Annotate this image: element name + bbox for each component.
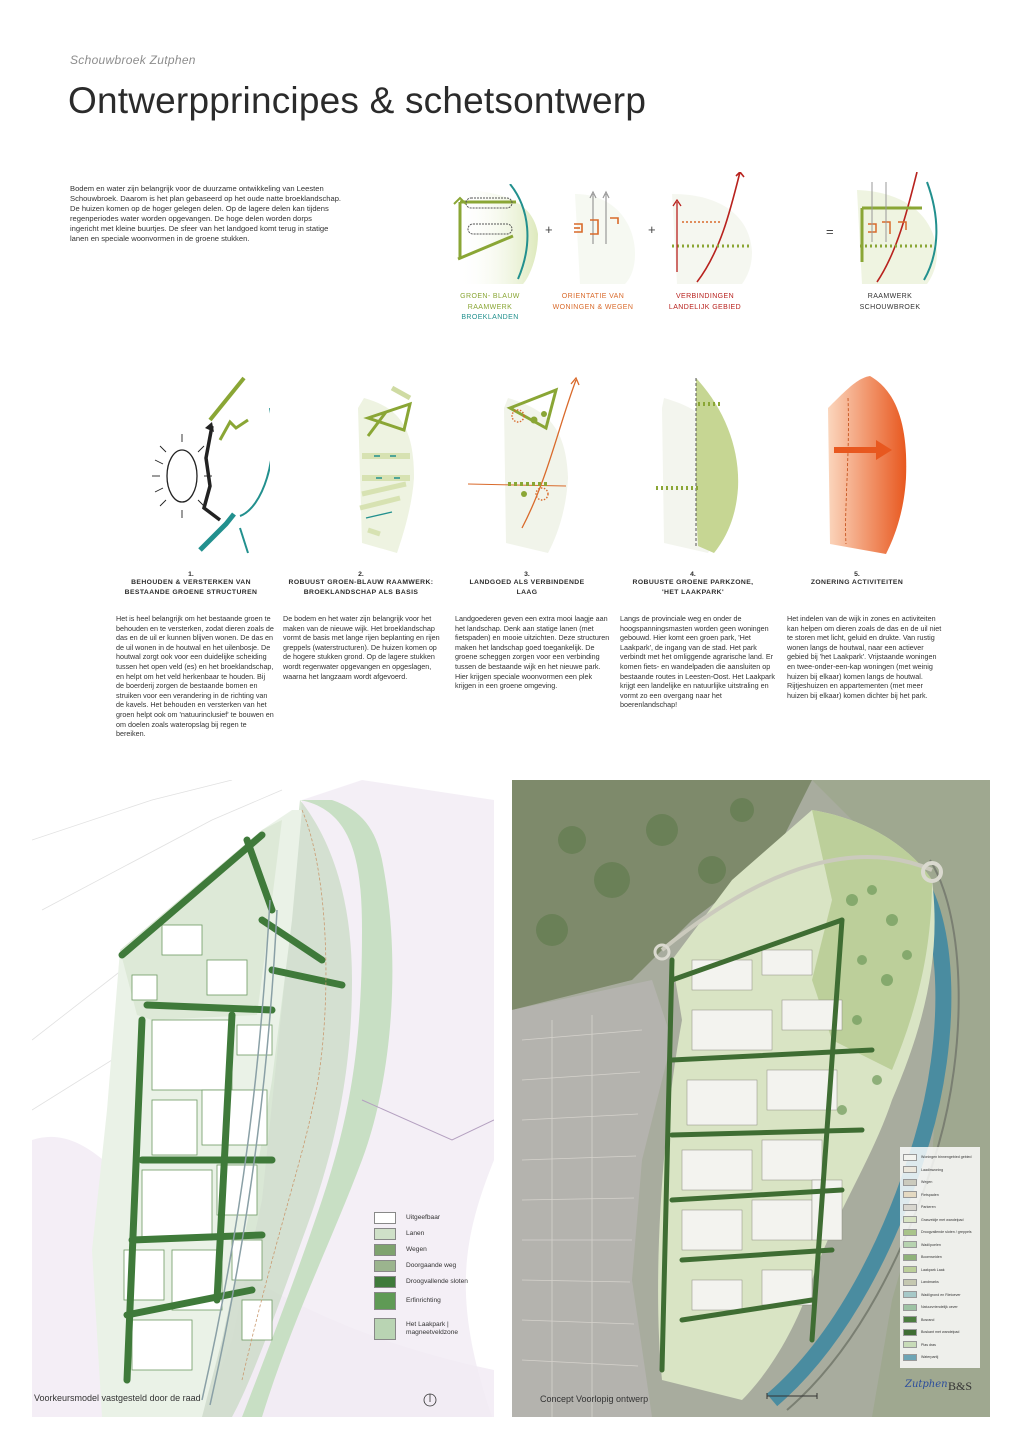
heading-line: ROBUUSTE GROENE PARKZONE, <box>632 579 754 586</box>
framework-sketch-orientation <box>560 184 640 284</box>
legend-item <box>903 1214 977 1227</box>
legend-label: Landmarks <box>921 1280 939 1285</box>
legend-label: Plas dras <box>921 1342 936 1347</box>
framework-label-result <box>845 292 935 313</box>
principle-2-text: De bodem en het water zijn belangrijk voor het maken van de nieuwe wijk. Het broeklandschap vormt de basis met lange rijen beplanting en rijen greppels (waterstructuren). De huizen komen op de hogere stukken grond. Op de lagere stukken wordt regenwater opgevangen en opgeslagen, waarna het langzaam wordt afgevoerd. <box>283 614 440 681</box>
legend-label: Laadinwoning <box>921 1167 944 1172</box>
principle-1 <box>112 368 270 606</box>
legend-label: Boomweiden <box>921 1255 942 1260</box>
legend-swatch <box>903 1341 917 1348</box>
principle-number: 4. <box>690 571 696 578</box>
project-kicker: Schouwbroek Zutphen <box>70 53 196 67</box>
legend-item <box>903 1289 977 1302</box>
legend-label: Wegen <box>921 1180 933 1185</box>
legend-label: Boskant met wandelpad <box>921 1330 960 1335</box>
principle-3 <box>448 368 606 606</box>
legend-label: Grasveldje met wandelpad <box>921 1217 964 1222</box>
legend-swatch <box>903 1304 917 1311</box>
principle-heading <box>448 578 606 606</box>
principle-2 <box>282 368 440 606</box>
principle-heading <box>778 578 936 606</box>
partner-logo: B&S <box>948 1379 973 1393</box>
heading-line: BESTAANDE GROENE STRUCTUREN <box>124 588 258 596</box>
legend-item <box>374 1318 489 1340</box>
legend-swatch <box>903 1329 917 1336</box>
principle-5-text: Het indelen van de wijk in zones en activiteiten kan helpen om dieren zoals de das en de uil niet te storen met licht, geluid en drukte. Van rustig wonen langs de houtwal, naar een actiever gebied bij 'het Laakpark'. Vrijstaande woningen en twee-onder-een-kap woningen (met weinig huizen bij elkaar) komen langs de houtwal. Rijtjeshuizen en appartementen (met meer huizen bij elkaar) komen dichter bij het park. <box>787 614 942 700</box>
legend-swatch <box>374 1318 396 1340</box>
legend-swatch <box>903 1216 917 1223</box>
legend-item <box>903 1339 977 1352</box>
legend-label: Uitgeefbaar <box>406 1213 441 1221</box>
principle-heading <box>282 578 440 606</box>
principle-4 <box>614 368 772 606</box>
legend-label: Droogvallende sloten / greppels <box>921 1230 972 1235</box>
legend-swatch <box>903 1291 917 1298</box>
principle-3-text: Landgoederen geven een extra mooi laagje aan het landschap. Denk aan statige lanen (met fietspaden) en mooie uitzichten. Deze structuren maken het landschap goed toegankelijk. De groene scheggen zorgen voor een verbinding tussen de bestaande wijk en het nieuwe park. Hier krijgen speciale woonvormen een plek krijgen in een groene omgeving. <box>455 614 610 691</box>
legend-label: Waterpartij <box>921 1355 939 1360</box>
label-line: GROEN- BLAUW <box>460 293 520 300</box>
framework-label-orientation <box>538 292 648 313</box>
legend-label: Droogvallende sloten <box>406 1277 468 1285</box>
legend-swatch <box>374 1260 396 1272</box>
legend-item <box>374 1292 489 1310</box>
legend-item <box>903 1151 977 1164</box>
legend-label: Lanen <box>406 1229 425 1237</box>
framework-label-connections <box>655 292 755 313</box>
principle-number: 1. <box>188 571 194 578</box>
legend-swatch <box>374 1228 396 1240</box>
legend-label: Wegen <box>406 1245 427 1253</box>
legend-item <box>903 1276 977 1289</box>
label-line: RAAMWERK <box>467 303 513 311</box>
legend-swatch <box>374 1212 396 1224</box>
legend-swatch <box>903 1154 917 1161</box>
legend-label: Laakpark Laak <box>921 1267 945 1272</box>
principle-1-sketch <box>112 368 270 558</box>
label-line: VERBINDINGEN <box>675 293 735 300</box>
legend-label-line: Het Laakpark | <box>406 1320 449 1328</box>
label-line: RAAMWERK <box>867 293 913 300</box>
legend-swatch <box>374 1292 396 1310</box>
legend-label: Parkeren <box>921 1205 936 1210</box>
framework-sketch-connections <box>662 172 762 284</box>
label-line: LANDELIJK GEBIED <box>668 303 742 311</box>
legend-item <box>903 1301 977 1314</box>
legend-item <box>903 1239 977 1252</box>
page-title: Ontwerpprincipes & schetsontwerp <box>68 80 647 121</box>
legend-swatch <box>903 1241 917 1248</box>
legend-label: Woningen binnengebied gebied <box>921 1155 972 1160</box>
principle-4-text: Langs de provinciale weg en onder de hoogspanningsmasten worden geen woningen gebouwd. Hier komt een groen park, 'Het Laakpark', de ingang van de stad. Het park verbindt met het omliggende agrarische land. Er komen fiets- en wandelpaden die aansluiten op bestaande routes in Leesten-Oost. Het Laakpark krijgt een landelijke en natuurlijke uitstraling en vormt zo een overgang naar het boerenlandschap! <box>620 614 776 710</box>
principle-5 <box>778 368 936 606</box>
legend-label: Natuurvriendelijk oever <box>921 1305 958 1310</box>
label-line: SCHOUWBROEK <box>859 303 921 311</box>
legend-swatch <box>903 1279 917 1286</box>
legend-label: Erfinrichting <box>406 1296 441 1304</box>
heading-line: ROBUUST GROEN-BLAUW RAAMWERK: <box>288 579 434 586</box>
principle-number: 5. <box>854 571 860 578</box>
heading-line: LAAG <box>516 588 538 596</box>
legend-label: Fietspaden <box>921 1192 939 1197</box>
legend-swatch <box>903 1166 917 1173</box>
principle-number: 3. <box>524 571 530 578</box>
legend-swatch <box>374 1276 396 1288</box>
legend-label: Wadi/poelen <box>921 1242 941 1247</box>
label-line: WONINGEN & WEGEN <box>552 303 634 311</box>
legend-item <box>903 1189 977 1202</box>
left-map-legend <box>374 1212 489 1344</box>
heading-line: BEHOUDEN & VERSTERKEN VAN <box>131 579 251 586</box>
label-line: BROEKLANDEN <box>461 314 519 321</box>
heading-line: ZONERING ACTIVITEITEN <box>810 579 904 586</box>
legend-item <box>903 1351 977 1364</box>
plus-operator-1: + <box>545 222 553 237</box>
legend-label: Doorgaande weg <box>406 1261 457 1269</box>
left-map-caption: Voorkeursmodel vastgesteld door de raad <box>34 1393 201 1403</box>
framework-sketch-result <box>842 172 942 284</box>
plus-operator-2: + <box>648 222 656 237</box>
legend-item <box>903 1326 977 1339</box>
legend-swatch <box>903 1354 917 1361</box>
right-map-legend <box>900 1147 980 1368</box>
legend-label-line: magneetveldzone <box>406 1329 459 1336</box>
legend-swatch <box>903 1179 917 1186</box>
legend-swatch <box>903 1316 917 1323</box>
legend-item <box>903 1251 977 1264</box>
framework-sketch-green-blue <box>438 184 543 284</box>
principle-heading <box>614 578 772 606</box>
legend-label <box>406 1321 458 1338</box>
label-line: ORIENTATIE VAN <box>561 293 625 300</box>
legend-item <box>903 1176 977 1189</box>
principle-heading <box>112 578 270 606</box>
legend-item <box>903 1264 977 1277</box>
legend-swatch <box>903 1204 917 1211</box>
legend-item <box>903 1314 977 1327</box>
legend-item <box>903 1164 977 1177</box>
legend-swatch <box>374 1244 396 1256</box>
legend-swatch <box>903 1254 917 1261</box>
heading-line: BROEKLANDSCHAP ALS BASIS <box>303 588 419 596</box>
legend-item <box>374 1260 489 1272</box>
principle-4-sketch <box>614 368 772 558</box>
legend-swatch <box>903 1266 917 1273</box>
principle-5-sketch <box>778 368 936 558</box>
legend-item <box>374 1228 489 1240</box>
legend-swatch <box>903 1229 917 1236</box>
legend-item <box>903 1226 977 1239</box>
right-map-caption: Concept Voorlopig ontwerp <box>540 1394 649 1404</box>
legend-item <box>374 1244 489 1256</box>
legend-swatch <box>903 1191 917 1198</box>
principle-2-sketch <box>282 368 440 558</box>
principle-3-sketch <box>448 368 606 558</box>
principle-1-text: Het is heel belangrijk om het bestaande groen te behouden en te versterken, zodat dieren zoals de das en de uil er kunnen blijven wonen. De das en de uil wonen in de houtwal en het uilenbosje. De houtwal zorgt ook voor een duidelijke scheiding tussen het open veld (es) en het broeklandschap, en helpt om het veld herkenbaar te houden. Bij de boerderij zorgen de bestaande bomen en struiken voor een verandering in de richting van de kavels. Het behouden en versterken van het groen helpt ook om 'natuurinclusief' te bouwen en om doelen zoals wateropslag bij regen te bereiken. <box>116 614 274 739</box>
equals-operator: = <box>826 224 834 239</box>
framework-label-green-blue <box>440 292 540 324</box>
legend-item <box>903 1201 977 1214</box>
zutphen-logo: Zutphen <box>905 1379 948 1390</box>
principle-number: 2. <box>358 571 364 578</box>
intro-paragraph: Bodem en water zijn belangrijk voor de duurzame ontwikkeling van Leesten Schouwbroek. Daarom is het plan gebaseerd op het oude natte broeklandschap. De huizen komen op de hoger gelegen delen. Op de lagere delen kan tijdens regenperiodes water worden opgevangen. De hoge delen worden dorps ingericht met kleine buurtjes. De sfeer van het landgoed komt terug in statige lanen en speciale woonvormen in de groene stukken. <box>70 184 342 243</box>
legend-item <box>374 1276 489 1288</box>
legend-item <box>374 1212 489 1224</box>
legend-label: Bosrand <box>921 1317 935 1322</box>
heading-line: 'HET LAAKPARK' <box>662 588 724 596</box>
legend-label: Wadi/grond en Rietoever <box>921 1292 961 1297</box>
heading-line: LANDGOED ALS VERBINDENDE <box>469 579 585 586</box>
